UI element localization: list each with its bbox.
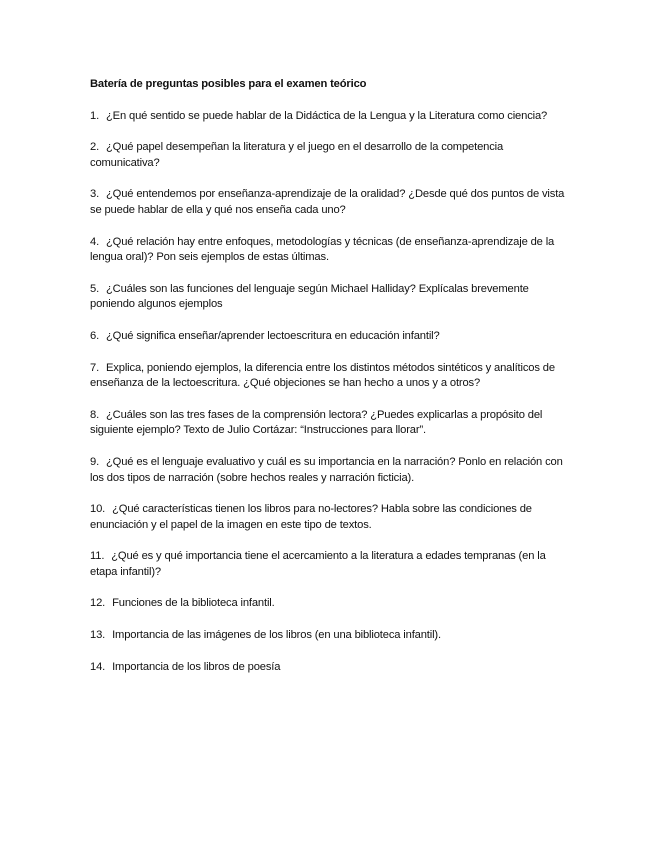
question-number: 6. (90, 329, 100, 342)
question-number: 7. (90, 361, 100, 374)
question-item (90, 235, 570, 266)
question-item (90, 187, 570, 218)
question-item (90, 455, 570, 486)
question-item (90, 282, 570, 313)
question-text: ¿En qué sentido se puede hablar de la Didáctica de la Lengua y la Literatura como ciencia? (106, 109, 548, 122)
question-text: ¿Qué es el lenguaje evaluativo y cuál es su importancia en la narración? Ponlo en relación con los dos tipos de narración (sobre hechos reales y narración ficticia). (90, 455, 563, 484)
question-item (90, 329, 570, 345)
question-text: ¿Qué es y qué importancia tiene el acercamiento a la literatura a edades tempranas (en la etapa infantil)? (90, 550, 546, 578)
question-item (90, 549, 570, 580)
question-item (90, 109, 570, 125)
question-item (90, 140, 570, 171)
question-text: ¿Cuáles son las funciones del lenguaje según Michael Halliday? Explícalas brevemente poniendo algunos ejemplos (90, 282, 529, 311)
question-item (90, 660, 570, 676)
question-number: 2. (90, 141, 100, 154)
question-number: 10. (90, 503, 106, 516)
question-number: 11. (90, 550, 105, 563)
question-text: ¿Qué relación hay entre enfoques, metodologías y técnicas (de enseñanza-aprendizaje de la lengua oral)? Pon seis ejemplos de estas últimas. (90, 235, 555, 264)
question-item (90, 408, 570, 439)
question-text: ¿Qué significa enseñar/aprender lectoescritura en educación infantil? (106, 329, 440, 342)
question-number: 13. (90, 629, 106, 642)
question-number: 1. (90, 109, 100, 122)
question-item (90, 596, 570, 612)
question-text: Funciones de la biblioteca infantil. (112, 597, 275, 610)
question-item (90, 502, 570, 533)
question-item (90, 361, 570, 392)
document-title: Batería de preguntas posibles para el examen teórico (90, 78, 367, 90)
question-number: 9. (90, 455, 100, 468)
question-number: 14. (90, 660, 106, 673)
question-text: ¿Qué entendemos por enseñanza-aprendizaje de la oralidad? ¿Desde qué dos puntos de vista se puede hablar de ella y qué nos enseña cada uno? (90, 188, 565, 216)
question-text: ¿Qué papel desempeñan la literatura y el juego en el desarrollo de la competencia comunicativa? (90, 141, 504, 169)
question-text: ¿Qué características tienen los libros para no-lectores? Habla sobre las condiciones de enunciación y el papel de la imagen en este tipo de textos. (90, 503, 532, 531)
question-text: Importancia de los libros de poesía (112, 660, 281, 673)
question-item (90, 628, 570, 644)
question-number: 8. (90, 408, 100, 421)
document-content (90, 77, 570, 691)
question-text: Importancia de las imágenes de los libros (en una biblioteca infantil). (112, 629, 441, 642)
question-text: Explica, poniendo ejemplos, la diferencia entre los distintos métodos sintéticos y analíticos de enseñanza de la lectoescritura. ¿Qué objeciones se han hecho a unos y a otros? (90, 361, 555, 390)
question-number: 4. (90, 235, 100, 248)
question-number: 5. (90, 282, 100, 295)
question-number: 12. (90, 597, 106, 610)
question-number: 3. (90, 188, 100, 201)
question-text: ¿Cuáles son las tres fases de la comprensión lectora? ¿Puedes explicarlas a propósito del siguiente ejemplo? Texto de Julio Cortázar: “Instrucciones para llorar”. (90, 408, 543, 437)
